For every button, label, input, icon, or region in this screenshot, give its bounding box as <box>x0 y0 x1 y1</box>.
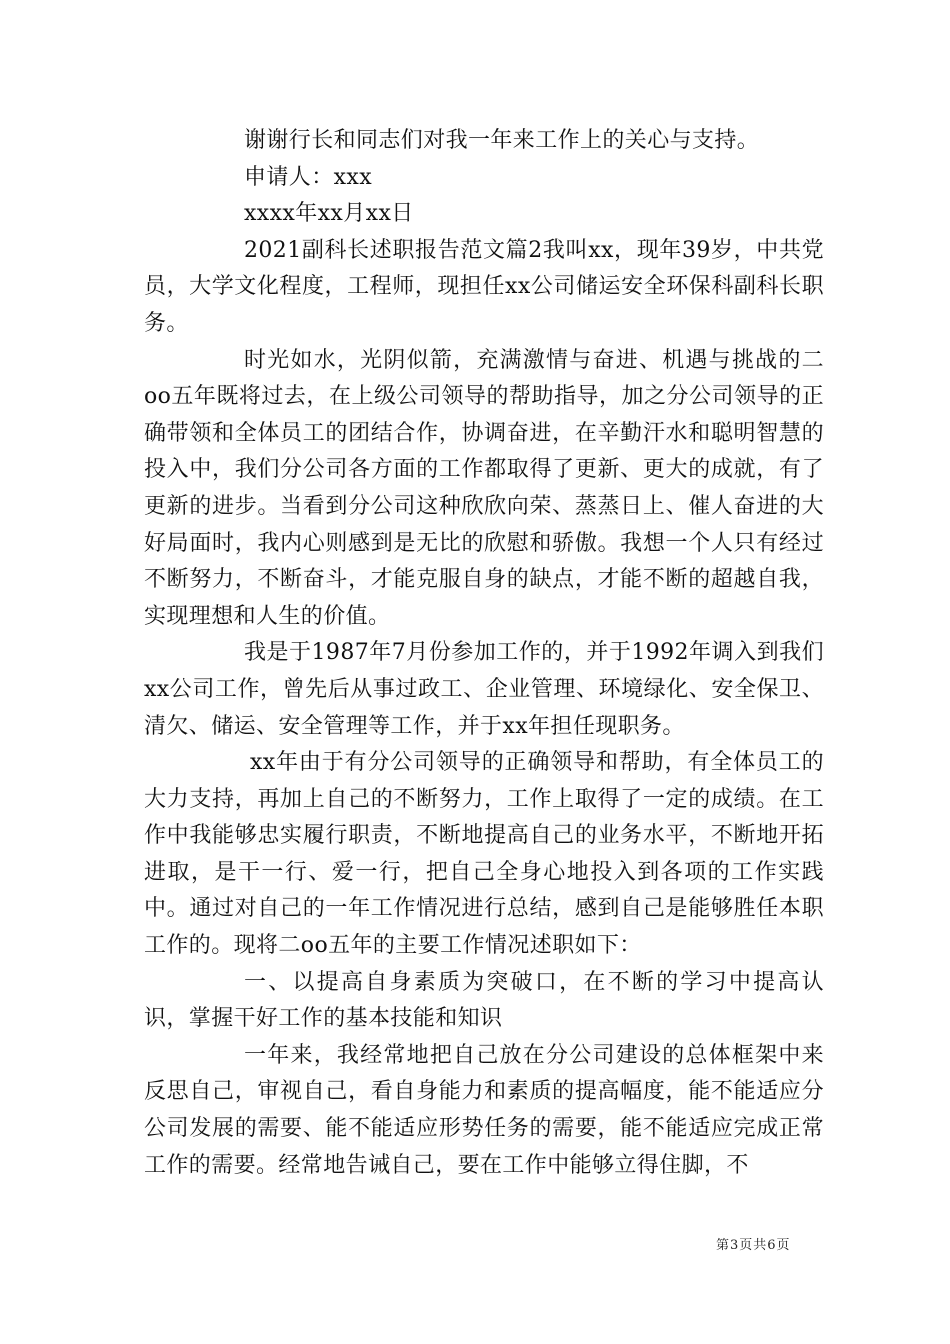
career-history-paragraph: 我是于1987年7月份参加工作的，并于1992年调入到我们xx公司工作，曾先后从事过政工、企业管理、环境绿化、安全保卫、清欠、储运、安全管理等工作，并于xx年担任现职务。 <box>144 640 824 739</box>
year-review-paragraph: 时光如水，光阴似箭，充满激情与奋进、机遇与挑战的二oo五年既将过去，在上级公司领导的帮助指导，加之分公司领导的正确带领和全体员工的团结合作，协调奋进，在辛勤汗水和聪明智慧的投入中，我们分公司各方面的工作都取得了更新、更大的成就，有了更新的进步。当看到分公司这种欣欣向荣、蒸蒸日上、催人奋进的大好局面时，我内心则感到是无比的欣慰和骄傲。我想一个人只有经过不断努力，不断奋斗，才能克服自身的缺点，才能不断的超越自我，实现理想和人生的价值。 <box>144 347 824 629</box>
achievements-paragraph: xx年由于有分公司领导的正确领导和帮助，有全体员工的大力支持，再加上自己的不断努力，工作上取得了一定的成绩。在工作中我能够忠实履行职责，不断地提高自己的业务水平，不断地开拓进取，是干一行、爱一行，把自己全身心地投入到各项的工作实践中。通过对自己的一年工作情况进行总结，感到自己是能够胜任本职工作的。现将二oo五年的主要工作情况述职如下： <box>144 750 824 959</box>
applicant-line: 申请人：xxx <box>244 164 373 190</box>
section-heading-one: 一、以提高自身素质为突破口，在不断的学习中提高认识，掌握干好工作的基本技能和知识 <box>144 969 824 1032</box>
document-body <box>144 123 824 1184</box>
date-line: xxxx年xx月xx日 <box>244 201 414 227</box>
closing-thanks-paragraph: 谢谢行长和同志们对我一年来工作上的关心与支持。 <box>244 128 760 153</box>
intro-paragraph: 2021副科长述职报告范文篇2我叫xx，现年39岁，中共党员，大学文化程度，工程师，现担任xx公司储运安全环保科副科长职务。 <box>144 237 824 336</box>
self-reflection-paragraph: 一年来，我经常地把自己放在分公司建设的总体框架中来反思自己，审视自己，看自身能力和素质的提高幅度，能不能适应分公司发展的需要、能不能适应形势任务的需要，能不能适应完成正常工作的需要。经常地告诫自己，要在工作中能够立得住脚，不 <box>144 1042 824 1178</box>
page-number-footer: 第3页共6页 <box>716 1238 791 1253</box>
